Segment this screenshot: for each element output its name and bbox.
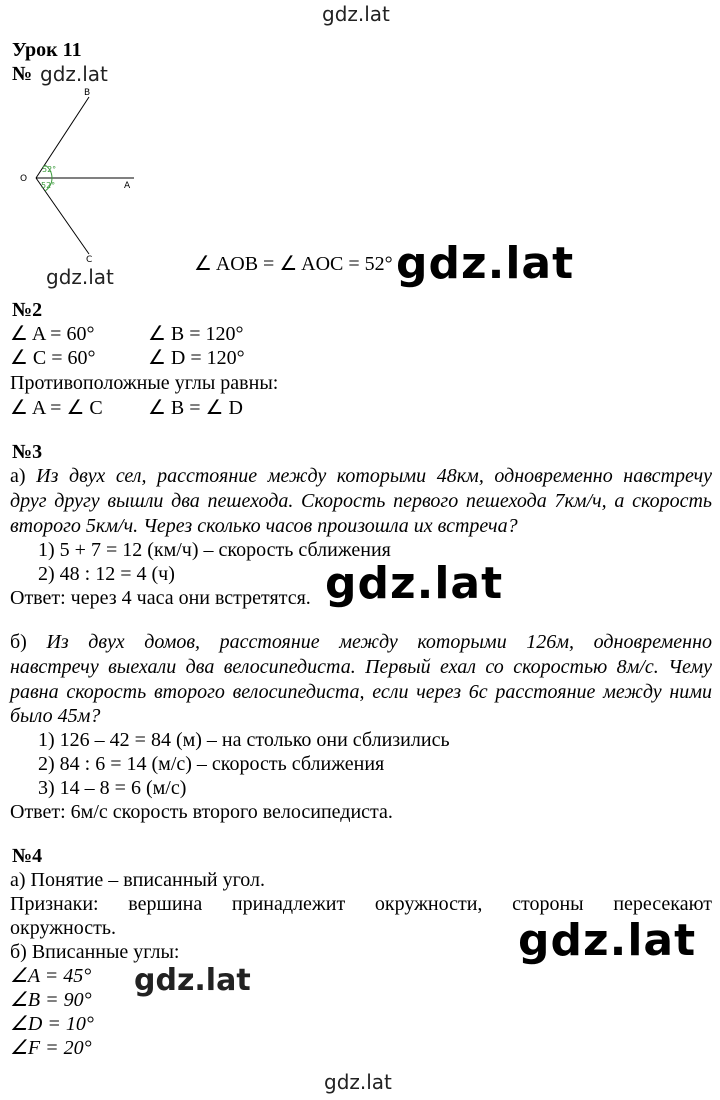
watermark-top: gdz.lat	[322, 2, 390, 26]
label-b: B	[84, 88, 91, 98]
problem-3b-line-2: навстречу выехали два велосипедиста. Первый ехал со скоростью 8м/с. Чему	[10, 656, 712, 678]
problem-3a-step-2: 2) 48 : 12 = 4 (ч)	[38, 563, 175, 585]
problem-3a-line-2: друг другу вышли два пешехода. Скорость первого пешехода 7км/ч, а скорость	[10, 490, 712, 512]
label-c: C	[86, 255, 93, 264]
watermark-big-2: gdz.lat	[325, 558, 504, 609]
problem-3a-line-1	[10, 464, 712, 488]
problem-3b-answer: Ответ: 6м/с скорость второго велосипедиста.	[10, 801, 393, 823]
watermark-bottom: gdz.lat	[324, 1070, 392, 1094]
problem-3b-line-1	[10, 630, 712, 654]
equality-ac: ∠ A = ∠ C	[10, 397, 103, 419]
equality-bd: ∠ B = ∠ D	[148, 397, 243, 419]
problem-3b-text-1: Из двух домов, расстояние между которыми 126м, одновременно	[46, 631, 712, 653]
problem-1-number: №	[12, 63, 33, 85]
problem-3b-line-4: было 45м?	[10, 705, 101, 727]
problem-3a-line-3: второго 5км/ч. Через сколько часов произошла их встреча?	[10, 515, 518, 537]
problem-4-signs: Признаки: вершина принадлежит окружности, стороны пересекают	[10, 893, 712, 915]
angle-label-bottom: 52°	[41, 181, 56, 190]
watermark-big-1: gdz.lat	[396, 238, 575, 289]
problem-3b-step-3: 3) 14 – 8 = 6 (м/с)	[38, 777, 187, 799]
problem-3a-answer: Ответ: через 4 часа они встретятся.	[10, 587, 311, 609]
watermark-big-3: gdz.lat	[518, 915, 697, 966]
problem-1-answer: ∠ AOB = ∠ AOC = 52°	[194, 253, 393, 275]
angle-figure	[14, 84, 144, 264]
inscribed-angle-a: ∠A = 45°	[10, 965, 92, 987]
inscribed-angle-b: ∠B = 90°	[10, 989, 92, 1011]
watermark-mid: gdz.lat	[134, 963, 251, 998]
label-a: A	[124, 181, 131, 191]
problem-2-number: №2	[12, 299, 43, 321]
problem-4-inscribed-heading: б) Вписанные углы:	[10, 941, 180, 963]
label-o: O	[20, 174, 28, 184]
inscribed-angle-f: ∠F = 20°	[10, 1037, 92, 1059]
angle-label-top: 52°	[42, 165, 57, 174]
angle-b-value: ∠ B = 120°	[148, 323, 244, 345]
problem-3a-text-1: Из двух сел, расстояние между которыми 48км, одновременно навстречу	[36, 465, 712, 487]
problem-4-concept: а) Понятие – вписанный угол.	[10, 869, 266, 891]
problem-3b-prefix: б)	[10, 631, 47, 653]
problem-4-signs-cont: окружность.	[10, 917, 116, 939]
angle-a-value: ∠ A = 60°	[10, 323, 95, 345]
problem-3a-step-1: 1) 5 + 7 = 12 (км/ч) – скорость сближения	[38, 539, 391, 561]
problem-3a-prefix: а)	[10, 465, 37, 487]
opposite-angles-note: Противоположные углы равны:	[10, 372, 279, 394]
problem-4-number: №4	[12, 845, 43, 867]
problem-3b-step-1: 1) 126 – 42 = 84 (м) – на столько они сблизились	[38, 729, 450, 751]
watermark-figure: gdz.lat	[46, 265, 114, 289]
angle-d-value: ∠ D = 120°	[148, 347, 245, 369]
angle-c-value: ∠ C = 60°	[10, 347, 96, 369]
problem-3-number: №3	[12, 441, 43, 463]
problem-3b-step-2: 2) 84 : 6 = 14 (м/с) – скорость сближения	[38, 753, 385, 775]
inscribed-angle-d: ∠D = 10°	[10, 1013, 94, 1035]
problem-3b-line-3: равна скорость второго велосипедиста, если через 6с расстояние между ними	[10, 681, 712, 703]
lesson-title: Урок 11	[12, 39, 82, 61]
angle-rays	[36, 97, 134, 254]
watermark-near-title: gdz.lat	[40, 62, 108, 86]
